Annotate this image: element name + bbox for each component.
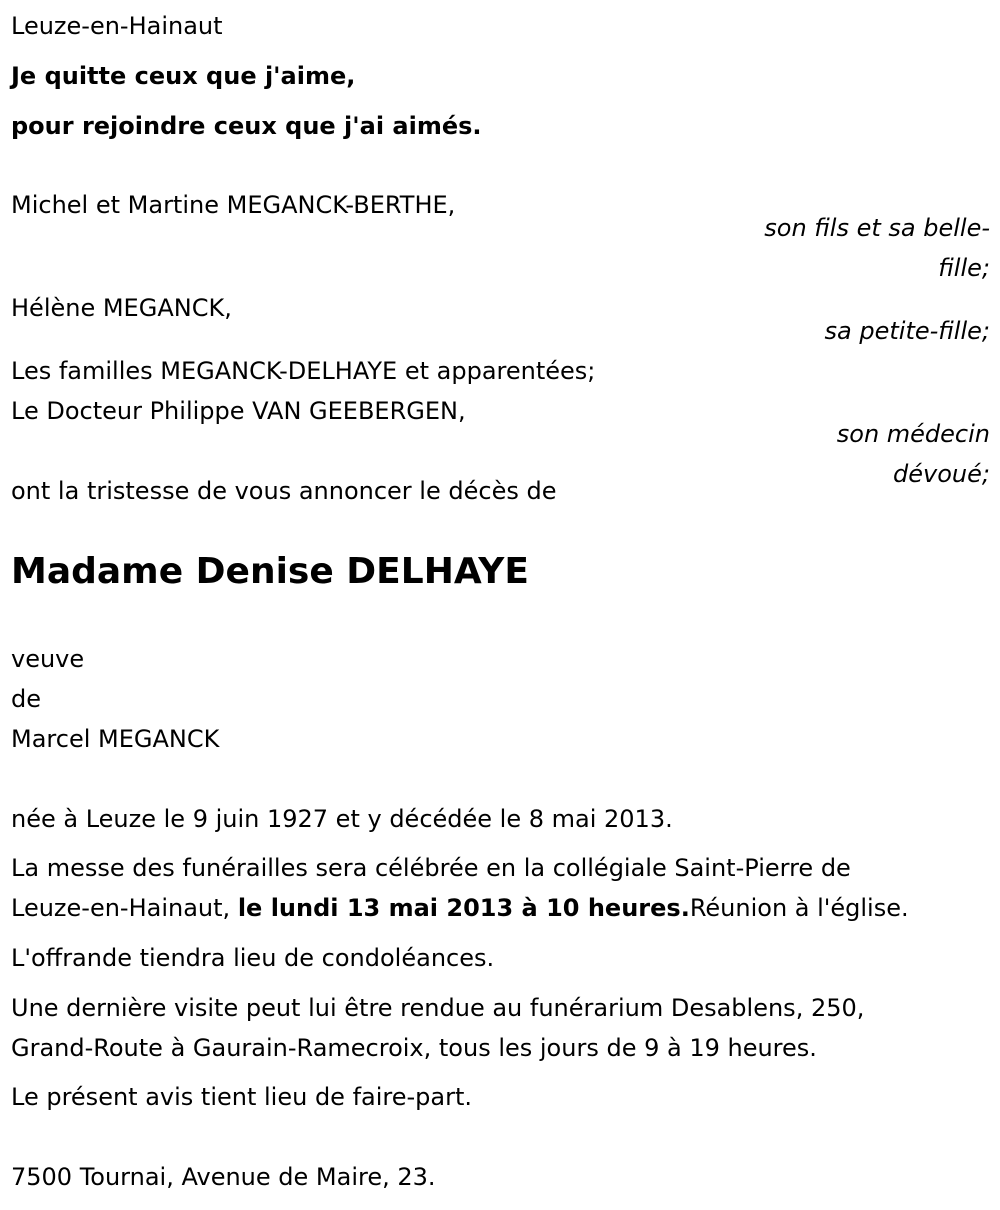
notice-text: Le présent avis tient lieu de faire-part. <box>11 1083 473 1111</box>
quote-line-1: Je quitte ceux que j'aime, <box>11 62 356 90</box>
place-name: Leuze-en-Hainaut <box>11 12 223 40</box>
funeral-date: le lundi 13 mai 2013 à 10 heures. <box>237 894 690 922</box>
quote-line-2: pour rejoindre ceux que j'ai aimés. <box>11 112 482 140</box>
widow-line-2: de <box>11 685 41 713</box>
funeral-location: Leuze-en-Hainaut, <box>11 894 231 922</box>
deceased-name: Madame Denise DELHAYE <box>11 551 529 592</box>
family-member-name: Le Docteur Philippe VAN GEEBERGEN, <box>11 397 466 425</box>
family-member-name: Les familles MEGANCK-DELHAYE et apparentées; <box>11 357 596 385</box>
spouse-name: Marcel MEGANCK <box>11 725 220 753</box>
family-member-relation: son médecin dévoué; <box>836 420 990 488</box>
offering-text: L'offrande tiendra lieu de condoléances. <box>11 944 495 972</box>
family-member-relation: son fils et sa belle-fille; <box>764 214 990 282</box>
family-member-name: Michel et Martine MEGANCK-BERTHE, <box>11 191 456 219</box>
family-member-name: Hélène MEGANCK, <box>11 294 232 322</box>
visit-line-2: Grand-Route à Gaurain-Ramecroix, tous les jours de 9 à 19 heures. <box>11 1034 817 1062</box>
contact-address: 7500 Tournai, Avenue de Maire, 23. <box>11 1163 436 1191</box>
announcement-text: ont la tristesse de vous annoncer le décès de <box>11 477 557 505</box>
birth-death-text: née à Leuze le 9 juin 1927 et y décédée le 8 mai 2013. <box>11 805 673 833</box>
funeral-mass-line-1: La messe des funérailles sera célébrée en la collégiale Saint-Pierre de <box>11 854 851 882</box>
family-member-relation: sa petite-fille; <box>824 317 990 345</box>
visit-line-1: Une dernière visite peut lui être rendue au funérarium Desablens, 250, <box>11 994 865 1022</box>
widow-line-1: veuve <box>11 645 85 673</box>
funeral-mass-line-2 <box>11 893 909 923</box>
gathering-text: Réunion à l'église. <box>689 894 909 922</box>
